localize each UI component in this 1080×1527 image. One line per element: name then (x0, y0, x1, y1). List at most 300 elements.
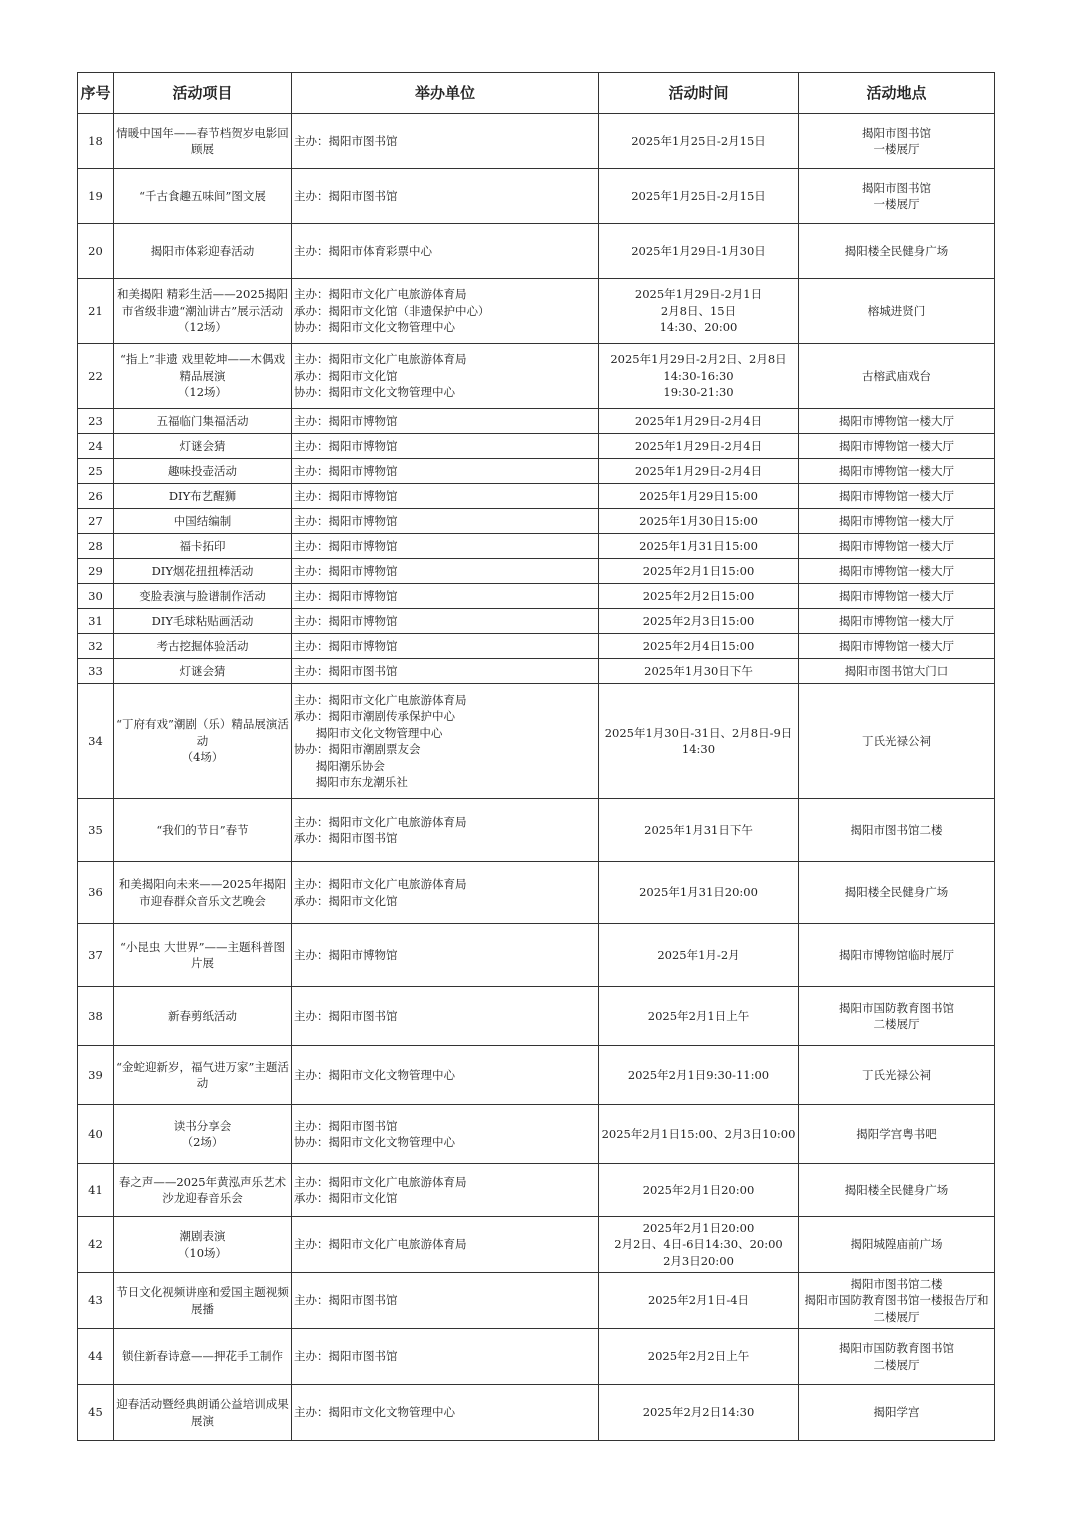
activity-location-line: 揭阳市国防教育图书馆一楼报告厅和二楼展厅 (804, 1293, 989, 1324)
activity-location-line: 揭阳市国防教育图书馆 (839, 1341, 954, 1355)
row-number: 28 (78, 534, 114, 559)
activity-location-line: 揭阳市博物馆一楼大厅 (839, 438, 954, 453)
table-row (78, 434, 995, 459)
organizer-line: 协办：揭阳市潮剧票友会 (294, 742, 421, 756)
activity-location-line: 二楼展厅 (873, 1357, 920, 1372)
activity-location (799, 1329, 995, 1385)
activity-name (114, 1273, 292, 1329)
table-row (78, 509, 995, 534)
row-number: 36 (78, 862, 114, 924)
activity-time (599, 684, 799, 799)
activity-time-line: 2025年2月2日14:30 (642, 1405, 755, 1420)
organizer-line: 主办：揭阳市博物馆 (294, 947, 398, 962)
organizer-line: 主办：揭阳市文化广电旅游体育局 (294, 1174, 467, 1189)
activity-time-line: 2025年2月1日20:00 (642, 1220, 755, 1235)
activity-location-line: 揭阳市图书馆 (862, 125, 931, 140)
activity-name-line: 迎春活动暨经典朗诵公益培训成果展演 (116, 1397, 289, 1428)
activity-name (114, 114, 292, 169)
activity-time-line: 19:30-21:30 (663, 385, 734, 400)
activity-time (599, 114, 799, 169)
organizer (292, 434, 599, 459)
activity-time-line: 2025年1月31日20:00 (639, 885, 758, 900)
activity-time (599, 862, 799, 924)
table-row (78, 169, 995, 224)
activity-location (799, 224, 995, 279)
activity-location (799, 1046, 995, 1105)
activity-location (799, 987, 995, 1046)
organizer (292, 224, 599, 279)
organizer-line: 主办：揭阳市文化广电旅游体育局 (294, 692, 467, 707)
row-number: 30 (78, 584, 114, 609)
activity-time-line: 2025年1月31日15:00 (639, 538, 758, 553)
activity-name-line: 趣味投壶活动 (168, 463, 237, 478)
row-number: 32 (78, 634, 114, 659)
activity-time (599, 509, 799, 534)
activity-time (599, 634, 799, 659)
organizer-line: 主办：揭阳市图书馆 (294, 188, 398, 203)
activity-location (799, 1385, 995, 1441)
organizer (292, 534, 599, 559)
activity-location-line: 揭阳城隍庙前广场 (850, 1237, 943, 1252)
row-number: 25 (78, 459, 114, 484)
activity-location (799, 279, 995, 344)
organizer (292, 1273, 599, 1329)
row-number: 29 (78, 559, 114, 584)
activity-location-line: 丁氏光禄公祠 (862, 733, 931, 748)
activity-time (599, 799, 799, 862)
organizer (292, 924, 599, 987)
organizer-line: 承办：揭阳市图书馆 (294, 831, 398, 845)
organizer-line: 主办：揭阳市博物馆 (294, 413, 398, 428)
activity-location (799, 344, 995, 409)
table-row (78, 1273, 995, 1329)
activity-name (114, 659, 292, 684)
organizer-line: 主办：揭阳市博物馆 (294, 613, 398, 628)
activity-time (599, 659, 799, 684)
organizer-line: 主办：揭阳市文化文物管理中心 (294, 1405, 455, 1420)
activity-location (799, 509, 995, 534)
organizer-line: 主办：揭阳市图书馆 (294, 1118, 398, 1133)
activity-time (599, 534, 799, 559)
activity-time-line: 2025年1月25日-2月15日 (631, 188, 766, 203)
activity-name-line: 情暖中国年——春节档贺岁电影回顾展 (116, 125, 289, 156)
table-row (78, 1164, 995, 1217)
activity-name (114, 459, 292, 484)
activity-location (799, 684, 995, 799)
organizer (292, 459, 599, 484)
schedule-table (77, 72, 995, 1441)
activity-time-line: 2025年1月29日-1月30日 (631, 243, 766, 258)
activity-location-line: 古榕武庙戏台 (862, 368, 931, 383)
activity-name (114, 1329, 292, 1385)
organizer-line: 承办：揭阳市文化馆（非遗保护中心） (294, 303, 490, 318)
organizer (292, 609, 599, 634)
organizer-line: 协办：揭阳市文化文物管理中心 (294, 1135, 455, 1149)
activity-name-line: 潮剧表演 (179, 1229, 226, 1243)
activity-time-line: 2025年2月1日上午 (647, 1008, 750, 1023)
activity-name (114, 169, 292, 224)
table-row (78, 634, 995, 659)
activity-time (599, 1329, 799, 1385)
row-number: 20 (78, 224, 114, 279)
activity-location-line: 揭阳楼全民健身广场 (844, 1182, 949, 1197)
organizer-line: 主办：揭阳市体育彩票中心 (294, 243, 432, 258)
organizer-line: 主办：揭阳市博物馆 (294, 638, 398, 653)
activity-name-line: 揭阳市体彩迎春活动 (150, 243, 255, 258)
activity-location (799, 609, 995, 634)
activity-name (114, 534, 292, 559)
row-number: 26 (78, 484, 114, 509)
activity-name-line: 灯谜会猜 (179, 663, 226, 678)
activity-location (799, 1273, 995, 1329)
table-row (78, 224, 995, 279)
activity-location (799, 169, 995, 224)
activity-name (114, 434, 292, 459)
activity-time-line: 2025年2月1日15:00 (642, 563, 755, 578)
activity-location-line: 揭阳学宫 (873, 1405, 920, 1420)
organizer (292, 862, 599, 924)
activity-location (799, 862, 995, 924)
organizer (292, 1164, 599, 1217)
table-row (78, 1385, 995, 1441)
activity-time (599, 1273, 799, 1329)
activity-time (599, 1105, 799, 1164)
activity-location (799, 534, 995, 559)
activity-name-line: 读书分享会 (173, 1118, 232, 1133)
table-row (78, 1329, 995, 1385)
activity-time (599, 1164, 799, 1217)
activity-location-line: 一楼展厅 (873, 142, 920, 156)
header-location: 活动地点 (799, 73, 995, 114)
table-row (78, 344, 995, 409)
activity-time-line: 2月8日、15日 (660, 303, 737, 318)
activity-name-line: 考古挖掘体验活动 (156, 638, 249, 653)
activity-name (114, 609, 292, 634)
organizer-line: 主办：揭阳市博物馆 (294, 538, 398, 553)
table-row (78, 684, 995, 799)
organizer-line: 主办：揭阳市文化广电旅游体育局 (294, 1237, 467, 1252)
activity-name-line: “指上”非遗 戏里乾坤——木偶戏精品展演 (120, 352, 285, 383)
organizer (292, 584, 599, 609)
organizer-line: 主办：揭阳市博物馆 (294, 463, 398, 478)
row-number: 37 (78, 924, 114, 987)
activity-location (799, 484, 995, 509)
table-row (78, 114, 995, 169)
activity-location-line: 揭阳市博物馆一楼大厅 (839, 413, 954, 428)
activity-time (599, 924, 799, 987)
activity-name (114, 1046, 292, 1105)
activity-time (599, 279, 799, 344)
activity-time-line: 2月2日、4日-6日14:30、20:00 (614, 1237, 783, 1252)
activity-location-line: 揭阳市图书馆二楼 (850, 822, 943, 837)
activity-name-line: 新春剪纸活动 (168, 1008, 237, 1023)
activity-time-line: 2月3日20:00 (663, 1253, 734, 1268)
organizer (292, 1217, 599, 1273)
table-row (78, 1046, 995, 1105)
activity-location-line: 揭阳学宫粤书吧 (856, 1126, 937, 1141)
activity-time-line: 2025年1月29日-2月2日、2月8日 (610, 352, 787, 367)
activity-location-line: 揭阳市图书馆二楼 (850, 1276, 943, 1291)
activity-location (799, 1217, 995, 1273)
organizer (292, 169, 599, 224)
row-number: 19 (78, 169, 114, 224)
activity-time-line: 2025年1月30日-31日、2月8日-9日14:30 (604, 725, 793, 756)
activity-location (799, 409, 995, 434)
activity-location-line: 揭阳市博物馆一楼大厅 (839, 613, 954, 628)
activity-time-line: 2025年2月3日15:00 (642, 613, 755, 628)
organizer-line: 主办：揭阳市文化广电旅游体育局 (294, 814, 467, 829)
activity-time (599, 169, 799, 224)
organizer-line: 承办：揭阳市文化馆 (294, 893, 398, 908)
activity-name (114, 799, 292, 862)
activity-name-line: 锁住新春诗意——押花手工制作 (122, 1349, 283, 1364)
activity-time (599, 459, 799, 484)
row-number: 22 (78, 344, 114, 409)
activity-location-line: 揭阳市博物馆一楼大厅 (839, 463, 954, 478)
activity-name (114, 584, 292, 609)
organizer-line: 主办：揭阳市图书馆 (294, 133, 398, 148)
organizer (292, 1046, 599, 1105)
activity-name-line: DIY毛球粘贴画活动 (151, 613, 254, 628)
header-no: 序号 (78, 73, 114, 114)
organizer-line: 主办：揭阳市文化广电旅游体育局 (294, 877, 467, 891)
row-number: 40 (78, 1105, 114, 1164)
activity-time-line: 2025年2月4日15:00 (642, 638, 755, 653)
activity-time (599, 409, 799, 434)
activity-location-line: 榕城进贤门 (867, 303, 926, 318)
organizer (292, 1329, 599, 1385)
activity-location (799, 114, 995, 169)
row-number: 24 (78, 434, 114, 459)
activity-time (599, 344, 799, 409)
activity-name (114, 484, 292, 509)
row-number: 43 (78, 1273, 114, 1329)
activity-name-line: 春之声——2025年黄泓声乐艺术沙龙迎春音乐会 (118, 1174, 287, 1205)
activity-name (114, 1385, 292, 1441)
activity-name-line: DIY布艺醒狮 (168, 488, 237, 503)
activity-location-line: 揭阳市图书馆大门口 (844, 663, 949, 678)
activity-location (799, 1164, 995, 1217)
activity-time (599, 609, 799, 634)
organizer (292, 659, 599, 684)
organizer (292, 634, 599, 659)
row-number: 27 (78, 509, 114, 534)
header-row (78, 73, 995, 114)
activity-time (599, 1046, 799, 1105)
activity-time-line: 2025年1月31日下午 (644, 822, 753, 837)
activity-location (799, 634, 995, 659)
table-row (78, 534, 995, 559)
organizer-line: 协办：揭阳市文化文物管理中心 (294, 320, 455, 335)
activity-location-line: 揭阳楼全民健身广场 (844, 243, 949, 258)
activity-time-line: 2025年2月1日20:00 (642, 1182, 755, 1197)
activity-time-line: 2025年2月1日9:30-11:00 (627, 1067, 770, 1082)
organizer-line: 主办：揭阳市博物馆 (294, 563, 398, 578)
activity-location-line: 揭阳市博物馆一楼大厅 (839, 638, 954, 653)
activity-name (114, 409, 292, 434)
activity-time-line: 2025年2月2日15:00 (642, 588, 755, 603)
activity-name-line: “小昆虫 大世界”——主题科普图片展 (120, 939, 285, 970)
activity-time-line: 2025年1月29日15:00 (639, 488, 758, 503)
table-row (78, 799, 995, 862)
activity-location (799, 459, 995, 484)
organizer (292, 1105, 599, 1164)
activity-name-line: DIY烟花扭扭棒活动 (151, 563, 254, 578)
table-row (78, 1217, 995, 1273)
activity-time-line: 2025年1月30日15:00 (639, 513, 758, 528)
activity-time-line: 2025年1月29日-2月1日 (634, 287, 763, 302)
row-number: 33 (78, 659, 114, 684)
activity-location-line: 揭阳市国防教育图书馆 (839, 1000, 954, 1015)
activity-name-line: 福卡拓印 (179, 538, 226, 553)
activity-location (799, 434, 995, 459)
table-row (78, 484, 995, 509)
activity-location (799, 584, 995, 609)
activity-location (799, 924, 995, 987)
row-number: 45 (78, 1385, 114, 1441)
organizer (292, 409, 599, 434)
activity-name-line: “丁府有戏”潮剧（乐）精品展演活动 (116, 717, 289, 748)
organizer-line: 主办：揭阳市图书馆 (294, 1349, 398, 1364)
table-row (78, 862, 995, 924)
organizer-line: 承办：揭阳市潮剧传承保护中心 (294, 709, 455, 723)
activity-name-line: 变脸表演与脸谱制作活动 (139, 588, 266, 603)
row-number: 18 (78, 114, 114, 169)
row-number: 35 (78, 799, 114, 862)
activity-name (114, 862, 292, 924)
table-row (78, 659, 995, 684)
organizer-line: 主办：揭阳市文化文物管理中心 (294, 1067, 455, 1082)
activity-name-line: 中国结编制 (173, 513, 232, 528)
organizer-line: 主办：揭阳市博物馆 (294, 588, 398, 603)
activity-name-line: （2场） (181, 1135, 224, 1149)
header-organizer: 举办单位 (292, 73, 599, 114)
activity-location-line: 揭阳楼全民健身广场 (844, 885, 949, 900)
table-row (78, 924, 995, 987)
activity-time-line: 2025年1月29日-2月4日 (634, 413, 763, 428)
activity-time-line: 2025年2月1日-4日 (647, 1293, 750, 1308)
activity-name-line: “千古食趣五味间”图文展 (139, 188, 266, 203)
activity-time (599, 987, 799, 1046)
activity-location (799, 1105, 995, 1164)
activity-time-line: 2025年1月29日-2月4日 (634, 438, 763, 453)
activity-name-line: “我们的节日”春节 (156, 822, 249, 837)
organizer-line: 主办：揭阳市图书馆 (294, 1008, 398, 1023)
activity-time-line: 2025年2月1日15:00、2月3日10:00 (601, 1126, 796, 1141)
activity-name-line: 五福临门集福活动 (156, 413, 249, 428)
organizer-line: 主办：揭阳市图书馆 (294, 1293, 398, 1308)
activity-location-line: 揭阳市图书馆 (862, 180, 931, 195)
table-body (78, 114, 995, 1441)
activity-time (599, 584, 799, 609)
organizer (292, 484, 599, 509)
organizer-line: 主办：揭阳市图书馆 (294, 663, 398, 678)
activity-time-line: 2025年2月2日上午 (647, 1349, 750, 1364)
activity-name (114, 559, 292, 584)
activity-name (114, 509, 292, 534)
activity-name (114, 684, 292, 799)
table-row (78, 279, 995, 344)
header-time: 活动时间 (599, 73, 799, 114)
activity-name (114, 634, 292, 659)
activity-name (114, 1105, 292, 1164)
activity-name-line: （10场） (177, 1245, 228, 1260)
activity-time-line: 2025年1月29日-2月4日 (634, 463, 763, 478)
header-activity: 活动项目 (114, 73, 292, 114)
row-number: 23 (78, 409, 114, 434)
row-number: 42 (78, 1217, 114, 1273)
table-row (78, 559, 995, 584)
row-number: 34 (78, 684, 114, 799)
activity-time (599, 559, 799, 584)
organizer (292, 279, 599, 344)
table-row (78, 987, 995, 1046)
activity-name (114, 924, 292, 987)
activity-time (599, 1385, 799, 1441)
row-number: 21 (78, 279, 114, 344)
activity-name-line: （4场） (181, 750, 224, 765)
organizer (292, 344, 599, 409)
activity-location-line: 揭阳市博物馆一楼大厅 (839, 488, 954, 503)
row-number: 41 (78, 1164, 114, 1217)
activity-name-line: （12场） (177, 385, 228, 400)
organizer-line: 主办：揭阳市博物馆 (294, 488, 398, 503)
activity-name (114, 1164, 292, 1217)
activity-time-line: 2025年1月-2月 (657, 947, 740, 962)
activity-location-line: 揭阳市博物馆一楼大厅 (839, 563, 954, 578)
organizer (292, 684, 599, 799)
activity-location-line: 揭阳市博物馆一楼大厅 (839, 588, 954, 603)
activity-location-line: 揭阳市博物馆临时展厅 (839, 947, 954, 962)
table-row (78, 609, 995, 634)
activity-name (114, 987, 292, 1046)
activity-location (799, 559, 995, 584)
organizer-line: 主办：揭阳市文化广电旅游体育局 (294, 287, 467, 302)
activity-name-line: 和美揭阳 精彩生活——2025揭阳市省级非遗“潮汕讲古”展示活动 (117, 287, 288, 318)
row-number: 39 (78, 1046, 114, 1105)
organizer (292, 987, 599, 1046)
activity-name (114, 344, 292, 409)
activity-name (114, 279, 292, 344)
table-row (78, 1105, 995, 1164)
organizer-line: 承办：揭阳市文化馆 (294, 1191, 398, 1205)
organizer (292, 559, 599, 584)
activity-name-line: “金蛇迎新岁，福气进万家”主题活动 (116, 1059, 289, 1090)
activity-name-line: （12场） (177, 320, 228, 335)
organizer-line: 主办：揭阳市博物馆 (294, 438, 398, 453)
organizer-line: 主办：揭阳市博物馆 (294, 513, 398, 528)
organizer-line: 主办：揭阳市文化广电旅游体育局 (294, 352, 467, 367)
activity-time (599, 434, 799, 459)
organizer-line: 揭阳市东龙潮乐社 (294, 775, 408, 789)
activity-location (799, 799, 995, 862)
activity-location (799, 659, 995, 684)
table-row (78, 409, 995, 434)
organizer-line: 揭阳潮乐协会 (294, 758, 385, 773)
organizer (292, 799, 599, 862)
activity-name-line: 节日文化视频讲座和爱国主题视频展播 (116, 1285, 289, 1316)
table-row (78, 584, 995, 609)
row-number: 38 (78, 987, 114, 1046)
table-row (78, 459, 995, 484)
row-number: 31 (78, 609, 114, 634)
activity-location-line: 揭阳市博物馆一楼大厅 (839, 513, 954, 528)
activity-name (114, 224, 292, 279)
activity-location-line: 丁氏光禄公祠 (862, 1067, 931, 1082)
row-number: 44 (78, 1329, 114, 1385)
organizer (292, 114, 599, 169)
activity-time-line: 2025年1月25日-2月15日 (631, 133, 766, 148)
